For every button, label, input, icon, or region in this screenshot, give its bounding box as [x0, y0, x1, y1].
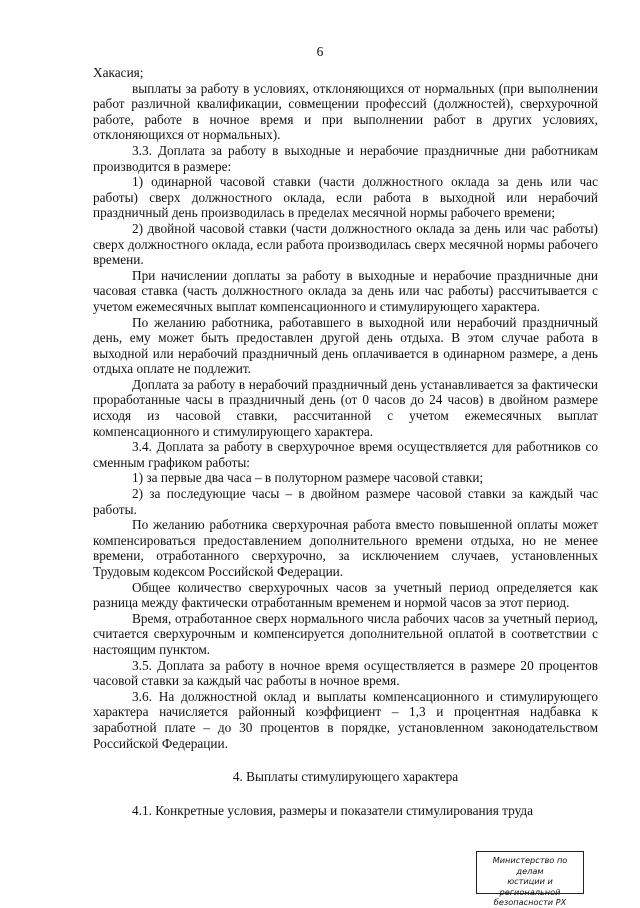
- paragraph: Хакасия;: [93, 65, 144, 80]
- section-4-heading: 4. Выплаты стимулирующего характера: [232, 769, 459, 785]
- section-3-4: 3.4. Доплата за работу в сверхурочное время осуществляется для работников со сменным графиком работы:: [93, 439, 598, 470]
- page-number: 6: [316, 44, 324, 59]
- section-4-1: 4.1. Конкретные условия, размеры и показатели стимулирования труда: [132, 802, 534, 818]
- paragraph: Доплата за работу в нерабочий праздничный день устанавливается за фактически проработанные часы в праздничный день (от 0 часов до 24 часов) в двойном размере исходя из часовой ставки, рассчитанной с учетом ежемесячных выплат компенсационного и стимулирующего характера.: [93, 376, 598, 439]
- stamp-line: безопасности РХ: [493, 897, 567, 907]
- paragraph: При начислении доплаты за работу в выходные и нерабочие праздничные дни часовая ставка (часть должностного оклада за день или час работы) рассчитывается с учетом ежемесячных выплат компенсационного и стимулирующего характера.: [93, 267, 598, 314]
- stamp-line: юстиции и региональной: [499, 876, 561, 897]
- list-item: 1) за первые два часа – в полуторном размере часовой ставки;: [132, 470, 484, 486]
- paragraph: По желанию работника сверхурочная работа вместо повышенной оплаты может компенсироваться предоставлением дополнительного времени отдыха, но не менее времени, отработанного сверхурочно, за исключением случаев, установленных Трудовым кодексом Российской Федерации.: [93, 517, 598, 579]
- ministry-stamp: [476, 851, 584, 907]
- paragraph: По желанию работника, работавшего в выходной или нерабочий праздничный день, ему может быть предоставлен другой день отдыха. В этом случае работа в выходной или нерабочий праздничный день оплачивается в одинарном размере, а день отдыха оплате не подлежит.: [93, 314, 598, 377]
- list-item: 2) двойной часовой ставки (части должностного оклада за день или час работы) сверх должностного оклада, если работа производилась сверх месячной нормы рабочего времени.: [93, 220, 598, 268]
- paragraph: Время, отработанное сверх нормального числа рабочих часов за учетный период, считается сверхурочным и компенсируется дополнительной оплатой в соответствии с настоящим пунктом.: [93, 610, 598, 657]
- stamp-line: Министерство по делам: [492, 855, 568, 876]
- section-3-3: 3.3. Доплата за работу в выходные и нерабочие праздничные дни работникам производится в размере:: [93, 142, 598, 174]
- list-item: 1) одинарной часовой ставки (части должностного оклада за день или час работы) сверх должностного оклада, если работа в выходной или нерабочий праздничный день производилась в пределах месячной нормы рабочего времени;: [93, 174, 598, 221]
- section-3-6: 3.6. На должностной оклад и выплаты компенсационного и стимулирующего характера начисляется районный коэффициент – 1,3 и процентная надбавка к заработной плате – до 30 процентов в порядке, установленном законодательством Российской Федерации.: [93, 688, 598, 751]
- list-item: 2) за последующие часы – в двойном размере часовой ставки за каждый час работы.: [93, 486, 598, 517]
- paragraph: Общее количество сверхурочных часов за учетный период определяется как разница между фактически отработанным временем и нормой часов за этот период.: [93, 579, 598, 611]
- paragraph: выплаты за работу в условиях, отклоняющихся от нормальных (при выполнении работ различной квалификации, совмещении профессий (должностей), сверхурочной работе, работе в ночное время и при выполнении работ в других условиях, отклоняющихся от нормальных).: [93, 80, 598, 143]
- section-3-5: 3.5. Доплата за работу в ночное время осуществляется в размере 20 процентов часовой ставки за каждый час работы в ночное время.: [93, 657, 598, 689]
- document-body: [93, 65, 598, 818]
